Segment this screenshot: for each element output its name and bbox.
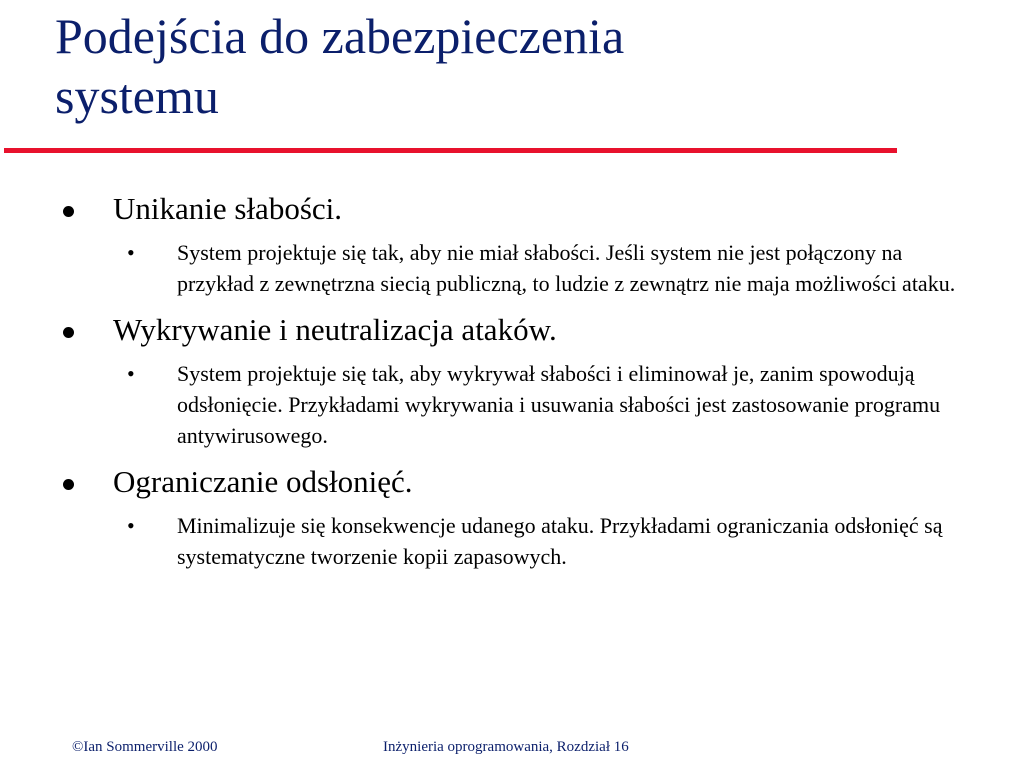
slide-title-line-1: Podejścia do zabezpieczenia [55, 8, 625, 64]
sub-bullet [127, 237, 977, 299]
bullet-dot-icon [63, 206, 74, 217]
slide-title [55, 6, 955, 126]
bullet-heading-text: Wykrywanie i neutralizacja ataków. [113, 312, 557, 347]
list-item [0, 311, 1024, 451]
sub-bullet-icon: • [127, 513, 135, 538]
title-underline [4, 148, 897, 153]
bullet-dot-icon [63, 327, 74, 338]
bullet-list [0, 190, 1024, 584]
bullet-heading [113, 463, 1024, 501]
bullet-heading-text: Ograniczanie odsłonięć. [113, 464, 413, 499]
bullet-heading [113, 311, 1024, 349]
bullet-heading [113, 190, 1024, 228]
sub-bullet-text: Minimalizuje się konsekwencje udanego ataku. Przykładami ograniczania odsłonięć są systematyczne tworzenie kopii zapasowych. [177, 513, 943, 569]
footer-book-chapter: Inżynieria oprogramowania, Rozdział 16 [383, 739, 629, 755]
sub-bullet [127, 358, 977, 451]
slide-title-line-2: systemu [55, 68, 219, 124]
list-item [0, 463, 1024, 572]
bullet-dot-icon [63, 479, 74, 490]
sub-bullet [127, 510, 977, 572]
sub-bullet-icon: • [127, 361, 135, 386]
footer-copyright: ©Ian Sommerville 2000 [72, 739, 218, 755]
sub-bullet-text: System projektuje się tak, aby wykrywał słabości i eliminował je, zanim spowodują odsłonięcie. Przykładami wykrywania i usuwania słabości jest zastosowanie programu antywirusowego. [177, 361, 941, 448]
sub-bullet-icon: • [127, 240, 135, 265]
list-item [0, 190, 1024, 299]
sub-bullet-text: System projektuje się tak, aby nie miał słabości. Jeśli system nie jest połączony na przykład z zewnętrzna siecią publiczną, to ludzie z zewnątrz nie maja możliwości ataku. [177, 240, 956, 296]
bullet-heading-text: Unikanie słabości. [113, 191, 343, 226]
